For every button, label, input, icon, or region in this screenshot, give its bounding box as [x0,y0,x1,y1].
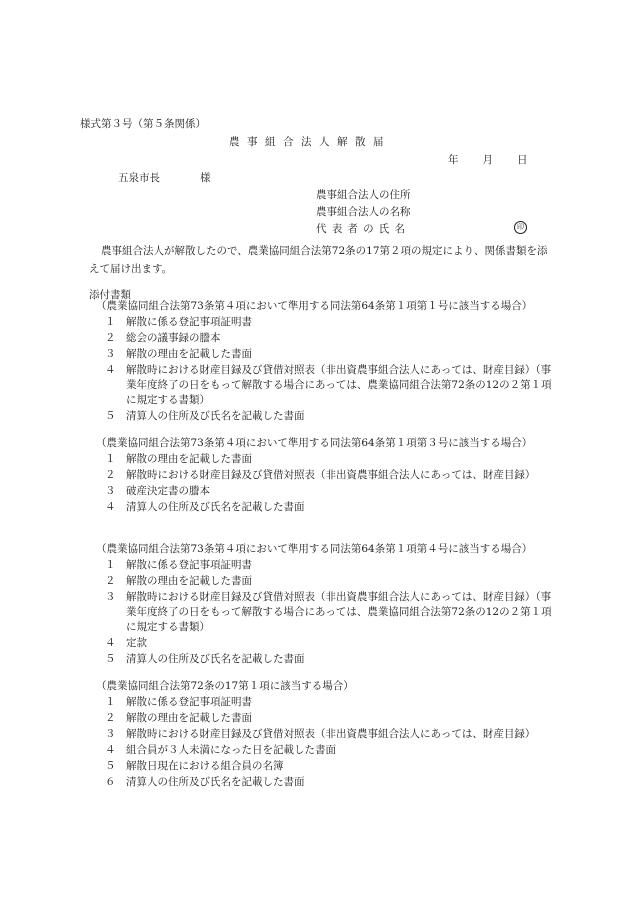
item-number: ２ [105,712,116,724]
applicant-address-label: 農事組合法人の住所 [316,189,411,201]
item-number: ２ [105,332,116,344]
date-year-label: 年 [448,154,459,166]
list-item [89,409,557,424]
item-number: １ [105,316,116,328]
item-text: 解散の理由を記載した書面 [126,712,252,724]
item-number: ３ [105,728,116,740]
item-text: 解散時における財産目録及び貸借対照表（非出資農事組合法人にあっては、財産目録）（事業年度終了の日をもって解散する場合にあっては、農業協同組合法第72条の12の２第１項に規定する書類） [126,364,552,406]
item-number: １ [105,559,116,571]
list-item [89,558,557,573]
applicant-name-label: 農事組合法人の名称 [316,206,411,218]
list-item [89,500,557,515]
attachments-heading: 添付書類 [89,289,131,301]
date-month-label: 月 [482,154,493,166]
item-text: 解散の理由を記載した書面 [126,575,252,587]
item-number: ５ [105,653,116,665]
item-number: ３ [105,591,116,603]
addressee-suffix: 様 [200,172,211,184]
list-item [89,315,557,330]
list-item [89,331,557,346]
item-number: ４ [105,501,116,513]
addressee [118,171,211,185]
section-condition: （農業協同組合法第72条の17第１項に該当する場合） [96,680,354,692]
item-number: ４ [105,637,116,649]
seal-mark: 印 [514,221,527,234]
item-text: 清算人の住所及び氏名を記載した書面 [126,776,305,788]
document-title: 農事組合法人解散届 [229,136,391,148]
item-number: ６ [105,776,116,788]
item-number: ５ [105,410,116,422]
item-number: １ [105,453,116,465]
item-number: ３ [105,485,116,497]
item-text: 解散に係る登記事項証明書 [126,316,252,328]
item-text: 総会の議事録の謄本 [126,332,221,344]
list-item [89,743,557,758]
item-number: ２ [105,575,116,587]
item-text: 定款 [126,637,147,649]
list-item [89,574,557,589]
item-text: 解散に係る登記事項証明書 [126,696,252,708]
form-number: 様式第３号（第５条関係） [80,118,206,130]
item-text: 解散の理由を記載した書面 [126,348,252,360]
attachment-section-1 [89,299,557,424]
body-text: 農事組合法人が解散したので、農業協同組合法第72条の17第２項の規定により、関係書類を添えて届け出ます。 [89,245,548,275]
item-text: 清算人の住所及び氏名を記載した書面 [126,501,305,513]
list-item [89,484,557,499]
list-item [89,727,557,742]
item-text: 組合員が３人未満になった日を記載した書面 [126,744,336,756]
item-number: ４ [105,744,116,756]
list-item [89,468,557,483]
section-condition: （農業協同組合法第73条第４項において準用する同法第64条第１項第４号に該当する場合） [96,543,533,555]
date-line [448,153,528,167]
section-condition: （農業協同組合法第73条第４項において準用する同法第64条第１項第１号に該当する場合） [96,300,533,312]
representative-name-label: 代表者の氏名 [316,223,411,235]
item-number: １ [105,696,116,708]
list-item [89,695,557,710]
attachment-section-4 [89,679,557,790]
item-text: 破産決定書の謄本 [126,485,210,497]
addressee-name: 五泉市長 [118,172,160,184]
attachment-section-2 [89,436,557,515]
date-day-label: 日 [517,154,528,166]
item-text: 解散日現在における組合員の名簿 [126,760,284,772]
item-number: ３ [105,348,116,360]
item-text: 解散時における財産目録及び貸借対照表（非出資農事組合法人にあっては、財産目録） [126,728,536,740]
list-item [89,652,557,667]
list-item [89,452,557,467]
item-text: 解散時における財産目録及び貸借対照表（非出資農事組合法人にあっては、財産目録） [126,469,536,481]
item-text: 清算人の住所及び氏名を記載した書面 [126,653,305,665]
item-number: ２ [105,469,116,481]
attachment-section-3 [89,542,557,667]
list-item [89,636,557,651]
item-number: ５ [105,760,116,772]
list-item [89,775,557,790]
item-text: 解散時における財産目録及び貸借対照表（非出資農事組合法人にあっては、財産目録）（事業年度終了の日をもって解散する場合にあっては、農業協同組合法第72条の12の２第１項に規定する書類） [126,591,552,633]
item-text: 解散に係る登記事項証明書 [126,559,252,571]
list-item [89,590,557,635]
item-text: 解散の理由を記載した書面 [126,453,252,465]
list-item [89,347,557,362]
list-item [89,363,557,408]
section-condition: （農業協同組合法第73条第４項において準用する同法第64条第１項第３号に該当する場合） [96,437,533,449]
item-number: ４ [105,364,116,376]
list-item [89,759,557,774]
item-text: 清算人の住所及び氏名を記載した書面 [126,410,305,422]
list-item [89,711,557,726]
